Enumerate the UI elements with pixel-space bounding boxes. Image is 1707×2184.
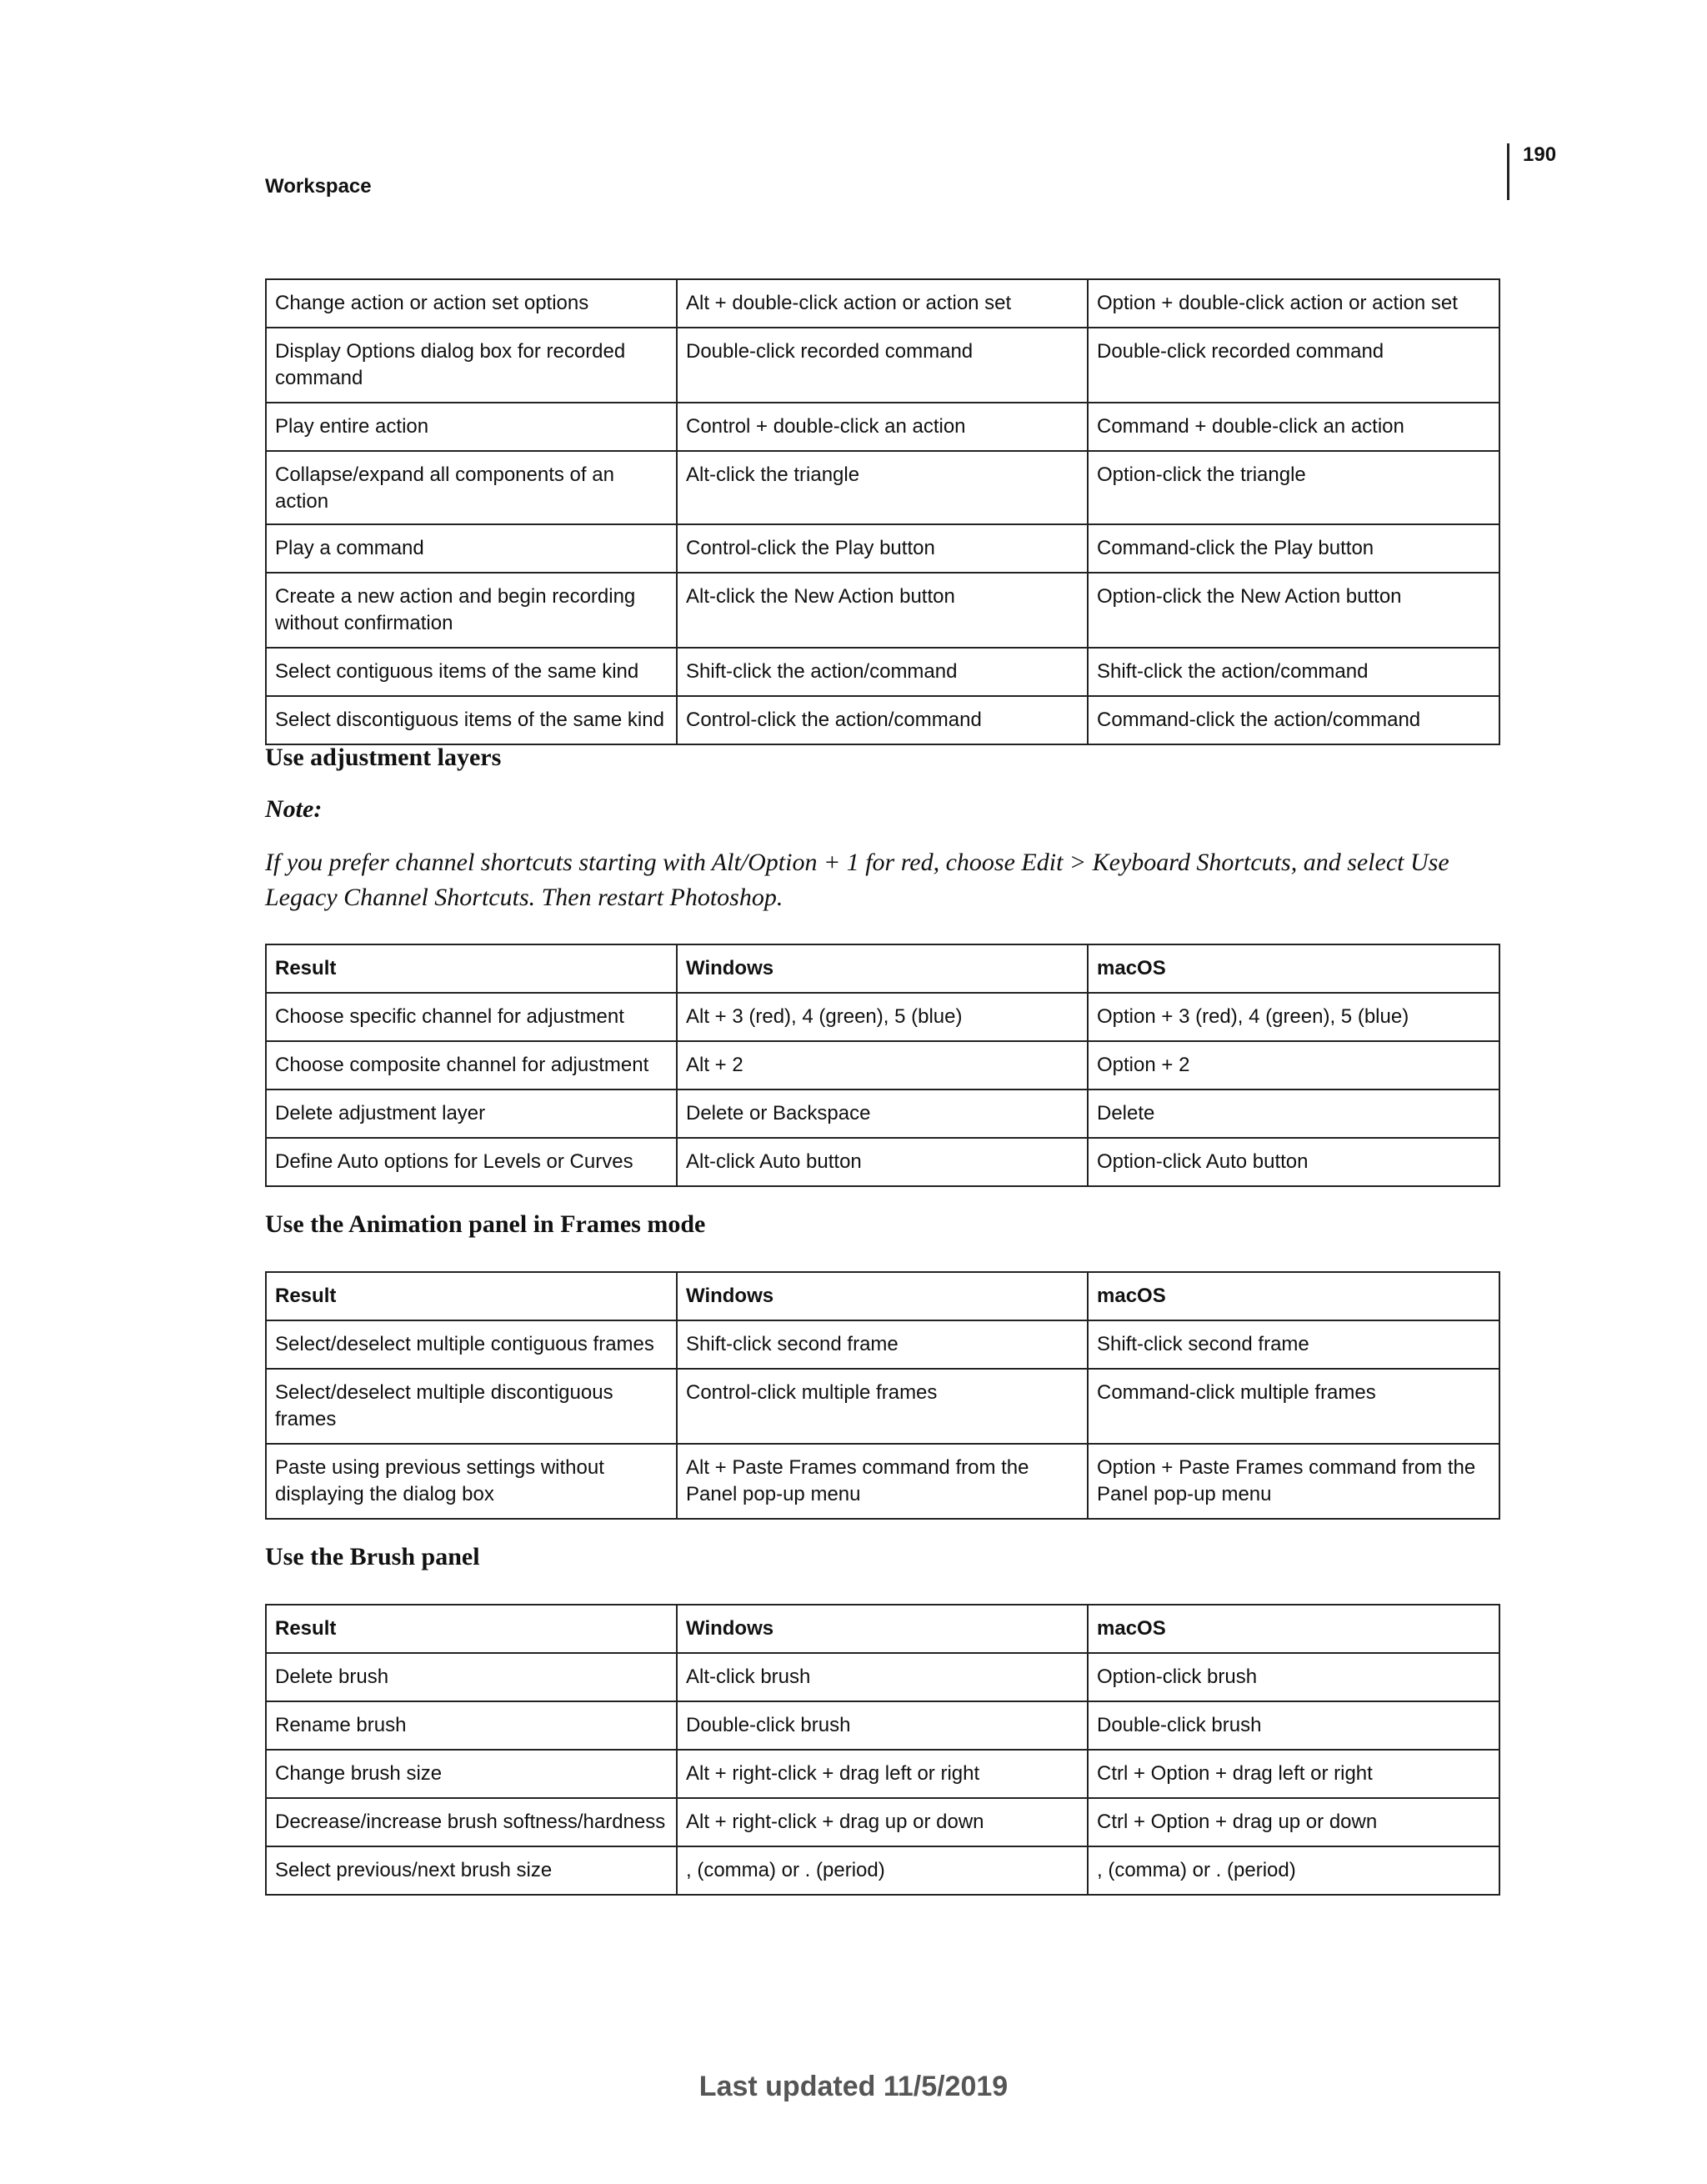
windows-cell: Alt + Paste Frames command from the Panel pop-up menu: [677, 1444, 1088, 1519]
brush-shortcuts-table: [265, 1604, 1500, 1896]
macos-cell: Ctrl + Option + drag left or right: [1088, 1750, 1499, 1798]
macos-cell: Shift-click second frame: [1088, 1320, 1499, 1369]
header-macos: macOS: [1088, 1272, 1499, 1320]
running-head: Workspace: [265, 175, 372, 198]
macos-cell: Command-click multiple frames: [1088, 1369, 1499, 1444]
windows-cell: Control + double-click an action: [677, 403, 1088, 451]
windows-cell: Alt-click brush: [677, 1653, 1088, 1701]
result-cell: Decrease/increase brush softness/hardness: [266, 1798, 677, 1846]
table-row: [266, 993, 1499, 1041]
macos-cell: Command + double-click an action: [1088, 403, 1499, 451]
macos-cell: Option-click the New Action button: [1088, 573, 1499, 648]
actions-shortcuts-table: [265, 278, 1500, 745]
table-row: [266, 1653, 1499, 1701]
animation-shortcuts-table: [265, 1271, 1500, 1520]
result-cell: Delete adjustment layer: [266, 1089, 677, 1138]
macos-cell: , (comma) or . (period): [1088, 1846, 1499, 1895]
macos-cell: Option-click the triangle: [1088, 451, 1499, 524]
table-row: [266, 328, 1499, 403]
result-cell: Paste using previous settings without displaying the dialog box: [266, 1444, 677, 1519]
header-windows: Windows: [677, 1272, 1088, 1320]
note-label: Note:: [265, 795, 323, 823]
windows-cell: Alt + 2: [677, 1041, 1088, 1089]
windows-cell: Alt-click the New Action button: [677, 573, 1088, 648]
macos-cell: Command-click the action/command: [1088, 696, 1499, 744]
header-result: Result: [266, 944, 677, 993]
macos-cell: Option-click Auto button: [1088, 1138, 1499, 1186]
macos-cell: Command-click the Play button: [1088, 524, 1499, 573]
windows-cell: Alt + right-click + drag left or right: [677, 1750, 1088, 1798]
table-row: [266, 1444, 1499, 1519]
result-cell: Select/deselect multiple contiguous frames: [266, 1320, 677, 1369]
table-row: [266, 1138, 1499, 1186]
table-row: [266, 1750, 1499, 1798]
result-cell: Display Options dialog box for recorded command: [266, 328, 677, 403]
windows-cell: Control-click the Play button: [677, 524, 1088, 573]
table-row: [266, 403, 1499, 451]
windows-cell: Shift-click the action/command: [677, 648, 1088, 696]
windows-cell: Alt-click the triangle: [677, 451, 1088, 524]
windows-cell: Double-click recorded command: [677, 328, 1088, 403]
windows-cell: Alt + 3 (red), 4 (green), 5 (blue): [677, 993, 1088, 1041]
header-result: Result: [266, 1272, 677, 1320]
result-cell: Change brush size: [266, 1750, 677, 1798]
section-title-animation-panel: Use the Animation panel in Frames mode: [265, 1210, 706, 1238]
result-cell: Select contiguous items of the same kind: [266, 648, 677, 696]
page-number: [1507, 143, 1568, 200]
table-row: [266, 573, 1499, 648]
table-row: [266, 1701, 1499, 1750]
table-row: [266, 1798, 1499, 1846]
table-row: [266, 524, 1499, 573]
result-cell: Select/deselect multiple discontiguous frames: [266, 1369, 677, 1444]
result-cell: Rename brush: [266, 1701, 677, 1750]
table-row: [266, 1369, 1499, 1444]
adjustment-shortcuts-table: [265, 944, 1500, 1187]
result-cell: Choose composite channel for adjustment: [266, 1041, 677, 1089]
windows-cell: Alt + double-click action or action set: [677, 279, 1088, 328]
result-cell: Play a command: [266, 524, 677, 573]
macos-cell: Double-click recorded command: [1088, 328, 1499, 403]
result-cell: Define Auto options for Levels or Curves: [266, 1138, 677, 1186]
table-row: [266, 1041, 1499, 1089]
windows-cell: , (comma) or . (period): [677, 1846, 1088, 1895]
macos-cell: Ctrl + Option + drag up or down: [1088, 1798, 1499, 1846]
windows-cell: Alt-click Auto button: [677, 1138, 1088, 1186]
windows-cell: Control-click the action/command: [677, 696, 1088, 744]
table-row: [266, 279, 1499, 328]
section-title-adjustment-layers: Use adjustment layers: [265, 744, 502, 771]
table-header-row: [266, 944, 1499, 993]
windows-cell: Alt + right-click + drag up or down: [677, 1798, 1088, 1846]
macos-cell: Option-click brush: [1088, 1653, 1499, 1701]
table-row: [266, 1089, 1499, 1138]
table-header-row: [266, 1605, 1499, 1653]
table-row: [266, 451, 1499, 524]
header-macos: macOS: [1088, 944, 1499, 993]
table-header-row: [266, 1272, 1499, 1320]
macos-cell: Option + Paste Frames command from the Panel pop-up menu: [1088, 1444, 1499, 1519]
macos-cell: Delete: [1088, 1089, 1499, 1138]
result-cell: Select previous/next brush size: [266, 1846, 677, 1895]
macos-cell: Option + 3 (red), 4 (green), 5 (blue): [1088, 993, 1499, 1041]
result-cell: Delete brush: [266, 1653, 677, 1701]
result-cell: Select discontiguous items of the same kind: [266, 696, 677, 744]
windows-cell: Delete or Backspace: [677, 1089, 1088, 1138]
header-windows: Windows: [677, 1605, 1088, 1653]
table-row: [266, 696, 1499, 744]
macos-cell: Option + double-click action or action set: [1088, 279, 1499, 328]
windows-cell: Double-click brush: [677, 1701, 1088, 1750]
windows-cell: Shift-click second frame: [677, 1320, 1088, 1369]
table-row: [266, 1846, 1499, 1895]
table-row: [266, 1320, 1499, 1369]
result-cell: Create a new action and begin recording without confirmation: [266, 573, 677, 648]
page-number-text: 190: [1523, 143, 1557, 166]
header-macos: macOS: [1088, 1605, 1499, 1653]
table-row: [266, 648, 1499, 696]
header-windows: Windows: [677, 944, 1088, 993]
note-text: If you prefer channel shortcuts starting with Alt/Option + 1 for red, choose Edit > Keyboard Shortcuts, and select Use Legacy Channel Shortcuts. Then restart Photoshop.: [265, 849, 1449, 911]
header-result: Result: [266, 1605, 677, 1653]
windows-cell: Control-click multiple frames: [677, 1369, 1088, 1444]
macos-cell: Option + 2: [1088, 1041, 1499, 1089]
result-cell: Choose specific channel for adjustment: [266, 993, 677, 1041]
last-updated-footer: Last updated 11/5/2019: [698, 2071, 1009, 2102]
result-cell: Change action or action set options: [266, 279, 677, 328]
section-title-brush-panel: Use the Brush panel: [265, 1543, 480, 1570]
result-cell: Collapse/expand all components of an action: [266, 451, 677, 524]
macos-cell: Double-click brush: [1088, 1701, 1499, 1750]
macos-cell: Shift-click the action/command: [1088, 648, 1499, 696]
result-cell: Play entire action: [266, 403, 677, 451]
